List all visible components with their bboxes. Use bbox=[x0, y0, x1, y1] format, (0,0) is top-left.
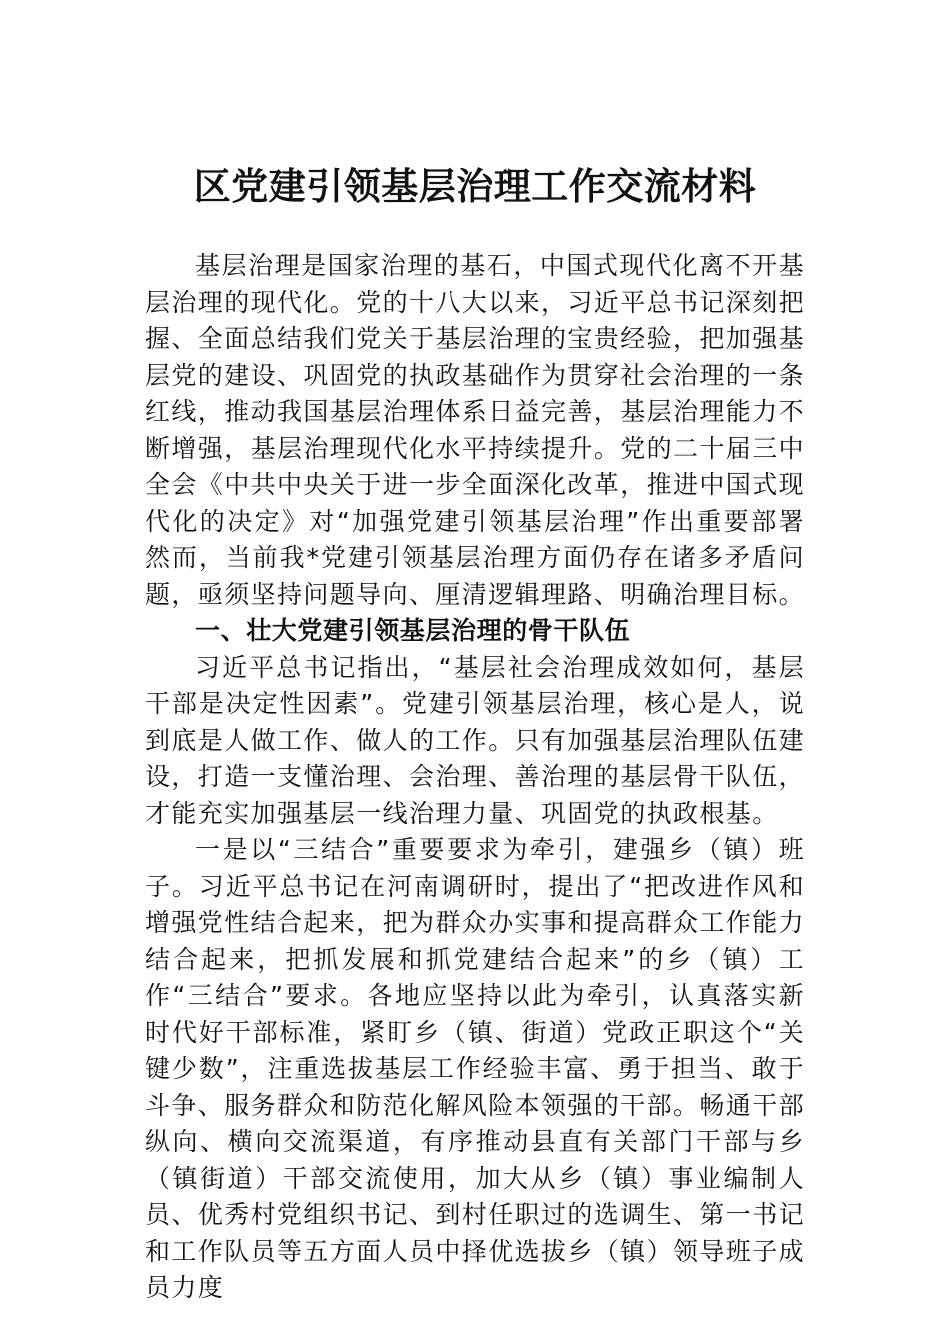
section-heading-1: 一、壮大党建引领基层治理的骨干队伍 bbox=[195, 616, 631, 645]
paragraph-section-1: 习近平总书记指出，“基层社会治理成效如何，基层干部是决定性因素”。党建引领基层治理，核心是人，说到底是人做工作、做人的工作。只有加强基层治理队伍建设，打造一支懂治理、会治理、善治理的基层骨干队伍，才能充实加强基层一线治理力量、巩固党的执政根基。 bbox=[145, 652, 806, 828]
document-title: 区党建引领基层治理工作交流材料 bbox=[193, 164, 757, 208]
paragraph-point-1: 一是以“三结合”重要要求为牵引，建强乡（镇）班子。习近平总书记在河南调研时，提出了“把改进作风和增强党性结合起来，把为群众办实事和提高群众工作能力结合起来，把抓发展和抓党建结合起来”的乡（镇）工作“三结合”要求。各地应坚持以此为牵引，认真落实新时代好干部标准，紧盯乡（镇、街道）党政正职这个“关键少数”，注重选拔基层工作经验丰富、勇于担当、敢于斗争、服务群众和防范化解风险本领强的干部。畅通干部纵向、横向交流渠道，有序推动县直有关部门干部与乡（镇街道）干部交流使用，加大从乡（镇）事业编制人员、优秀村党组织书记、到村任职过的选调生、第一书记和工作队员等五方面人员中择优选拔乡（镇）领导班子成员力度 bbox=[145, 835, 806, 1302]
paragraph-intro: 基层治理是国家治理的基石，中国式现代化离不开基层治理的现代化。党的十八大以来，习近平总书记深刻把握、全面总结我们党关于基层治理的宝贵经验，把加强基层党的建设、巩固党的执政基础作为贯穿社会治理的一条红线，推动我国基层治理体系日益完善，基层治理能力不断增强，基层治理现代化水平持续提升。党的二十届三中全会《中共中央关于进一步全面深化改革，推进中国式现代化的决定》对“加强党建引领基层治理”作出重要部署然而，当前我*党建引领基层治理方面仍存在诸多矛盾问题，亟须坚持问题导向、厘清逻辑理路、明确治理目标。 bbox=[145, 251, 806, 609]
document-body bbox=[145, 248, 805, 1307]
